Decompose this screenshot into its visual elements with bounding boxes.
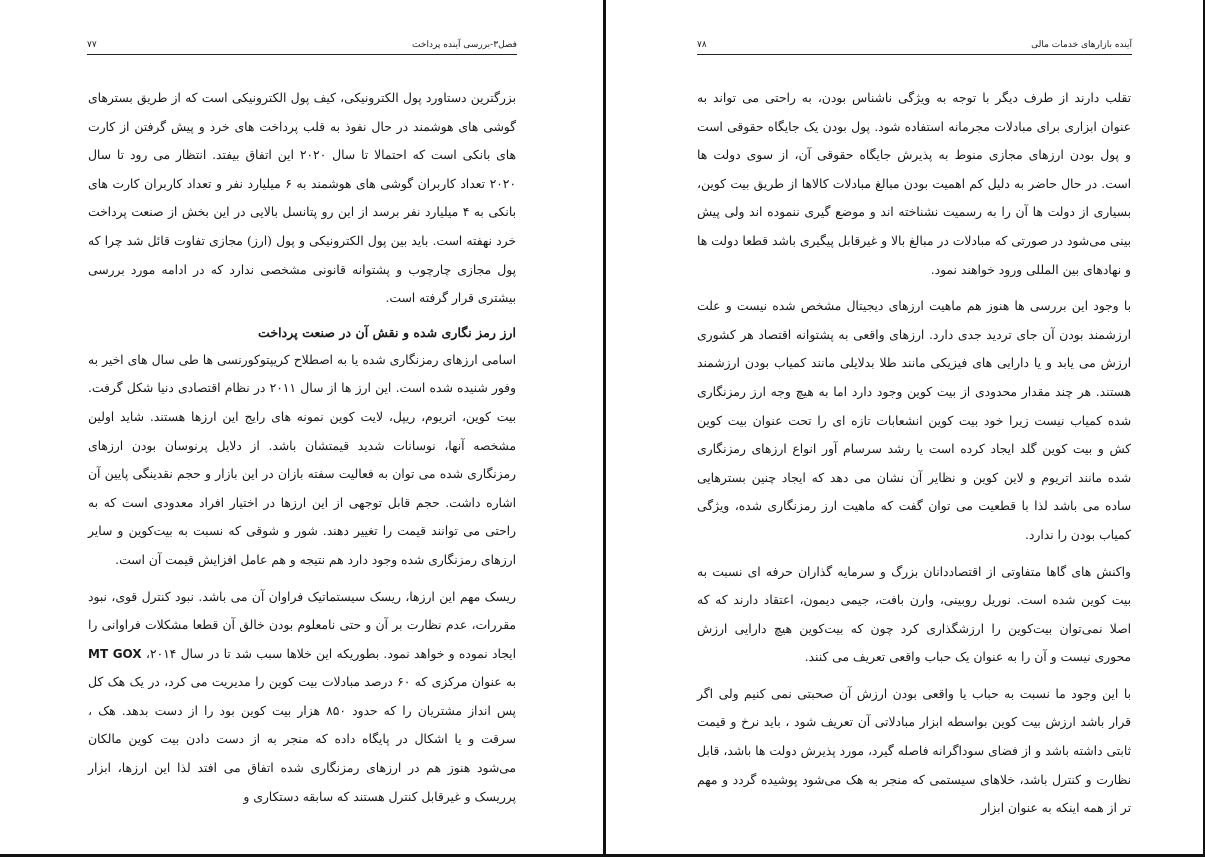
left-paragraph-2: اسامی ارزهای رمزنگاری شده یا به اصطلاح کریپتوکورنسی ها طی سال های اخیر به وفور شنیده شده است. این ارز ها از سال ۲۰۱۱ در نظام اقتصادی دنیا شکل گرفت. بیت کوین، اتریوم، ریپل، لایت کوین نمونه های رایج این ارزها هستند. شاید اولین مشخصه آنها، نوسانات شدید قیمتشان باشد. از دلایل پرنوسان بودن ارزهای رمزنگاری شده می توان به فعالیت سفته بازان در این بازار و حجم نقدینگی پایین آن اشاره داشت. حجم قابل توجهی از این ارزها در اختیار افراد معدودی است که به راحتی می توانند قیمت را تغییر دهند. شور و شوقی که نسبت به بیت‌کوین و سایر ارزهای رمزنگاری شده وجود دارد هم نتیجه و هم عامل افزایش قیمت آن است. — [88, 352, 516, 567]
right-page-body — [697, 84, 1131, 823]
right-paragraph-3: واکنش های گاها متفاوتی از اقتصاددانان بزرگ و سرمایه گذاران حرفه ای نسبت به بیت کوین شده است. نوریل روبینی، وارن بافت، جیمی دیمون، اعتقاد دارند که که اصلا نمی‌توان بیت‌کوین را ارزشگذاری کرد چون که بیت‌کوین هیچ دارایی ارزش محوری نیست و آن را به عنوان یک حباب واقعی تعریف می کنند. — [697, 564, 1131, 665]
left-paragraph-3-end: به عنوان مرکزی که ۶۰ درصد مبادلات بیت کوین را مدیریت می کرد، در یک هک کل پس انداز مشتریان را که حدود ۸۵۰ هزار بیت کوین بود را از دست بدهد. هک ، سرقت و یا اشکال در پایگاه داده که منجر به از دست دادن بیت کوین مالکان می‌شود هنوز هم در ارزهای رمزنگاری شده اتفاق می افتد لذا این ارزها، ابزار پرریسک و غیرقابل کنترل هستند که سابقه دستکاری و — [88, 675, 516, 804]
left-paragraph-1: بزرگترین دستاورد پول الکترونیکی، کیف پول الکترونیکی است که از طریق بسترهای گوشی های هوشمند در حال نفوذ به قلب پرداخت های خرد و پیش گرفتن از کارت های بانکی است که احتمالا تا سال ۲۰۲۰ این اتفاق بیفتد. انتظار می رود تا سال ۲۰۲۰ تعداد کاربران گوشی های هوشمند به ۶ میلیارد نفر و تعداد کاربران کارت های بانکی به ۴ میلیارد نفر برسد از این رو پتانسل بالایی در این بخش از صنعت پرداخت خرد نهفته است. باید بین پول الکترونیکی و پول (ارز) مجازی تفاوت قائل شد چرا که پول مجازی چارچوب و پشتوانه قانونی مشخصی ندارد که در ادامه مورد بررسی بیشتری قرار گرفته است. — [88, 91, 516, 306]
right-paragraph-4: با این وجود ما نسبت به حباب یا واقعی بودن ارزش آن صحبتی نمی کنیم ولی اگر قرار باشد ارزش بیت کوین بواسطه ابزار مبادلاتی آن تعریف شود ، باید نرخ و قیمت ثابتی داشته باشد و از فضای سوداگرانه فاصله گیرد، مورد پذیرش دولت ها باشد، قابل نظارت و کنترل باشد، خلاهای سیستمی که منجر به هک می‌شود پوشیده گردد و مهم تر از همه اینکه به عنوان ابزار — [697, 686, 1131, 816]
left-page-number: ۷۷ — [87, 40, 97, 50]
left-paragraph-3-start: ریسک مهم این ارزها، ریسک سیستماتیک فراوان آن می باشد. نبود کنترل قوی، نبود مقررات، عدم نظارت بر آن و حتی نامعلوم بودن خالق آن قطعا مشکلات فراوانی را ایجاد نموده و خواهد نمود. بطوریکه این خلاها سبب شد تا در سال ۲۰۱۴، — [88, 589, 516, 661]
right-running-title: آینده بازارهای خدمات مالی — [1031, 40, 1132, 50]
left-paragraph-3 — [88, 583, 516, 812]
right-page — [606, 0, 1205, 852]
section-heading: ارز رمز نگاری شده و نقش آن در صنعت پرداخت — [258, 324, 516, 340]
right-paragraph-2: با وجود این بررسی ها هنوز هم ماهیت ارزهای دیجیتال مشخص شده نیست و علت ارزشمند بودن آن جای تردید جدی دارد. ارزهای واقعی به پشتوانه اقتصاد هر کشوری ارزش می یابد و یا دارایی های فیزیکی مانند طلا بدلایلی مانند کمیاب بودن ارزشمند هستند. هر چند مقدار محدودی از بیت کوین وجود دارد اما به هیچ وجه ارز رمزنگاری شده کمیاب نیست زیرا خود بیت کوین انشعابات تازه ای را تحت عنوان بیت کوین کش و بیت کوین گلد ایجاد کرده است یا رشد سرسام آور انواع ارزهای رمزنگاری شده مانند اتریوم و لاین کوین و نظایر آن نشان می دهد که ایجاد چنین بسترهایی ساده می باشد لذا با قطعیت می توان گفت که ماهیت ارز رمزنگاری شده، ویژگی کمیاب بودن را ندارد. — [697, 299, 1131, 542]
right-page-number: ۷۸ — [697, 40, 707, 50]
left-page-body — [88, 84, 516, 811]
right-paragraph-1: تقلب دارند از طرف دیگر با توجه به ویژگی ناشناس بودن، به راحتی می تواند به عنوان ابزاری برای مبادلات مجرمانه استفاده شود. پول بودن یک جایگاه حقوقی است و پول بودن ارزهای مجازی منوط به پذیرش جایگاه حقوقی آن، از سوی دولت ها است. در حال حاضر به دلیل کم اهمیت بودن مبالغ مبادلات کالاها از طریق بیت کوین، بسیاری از دولت ها آن را به رسمیت نشناخته اند و موضع گیری ننموده اند ولی پیش بینی می‌شود در صورتی که مبادلات در مبالغ بالا و غیرقابل پیگیری باشد قطعا دولت ها و نهادهای بین المللی ورود خواهند نمود. — [697, 91, 1131, 277]
left-page — [0, 0, 603, 852]
right-page-header — [697, 38, 1132, 55]
mt-gox-term: MT GOX — [88, 646, 142, 661]
left-running-title: فصل۳-بررسی آینده پرداخت — [412, 40, 517, 50]
left-page-header — [87, 38, 517, 55]
